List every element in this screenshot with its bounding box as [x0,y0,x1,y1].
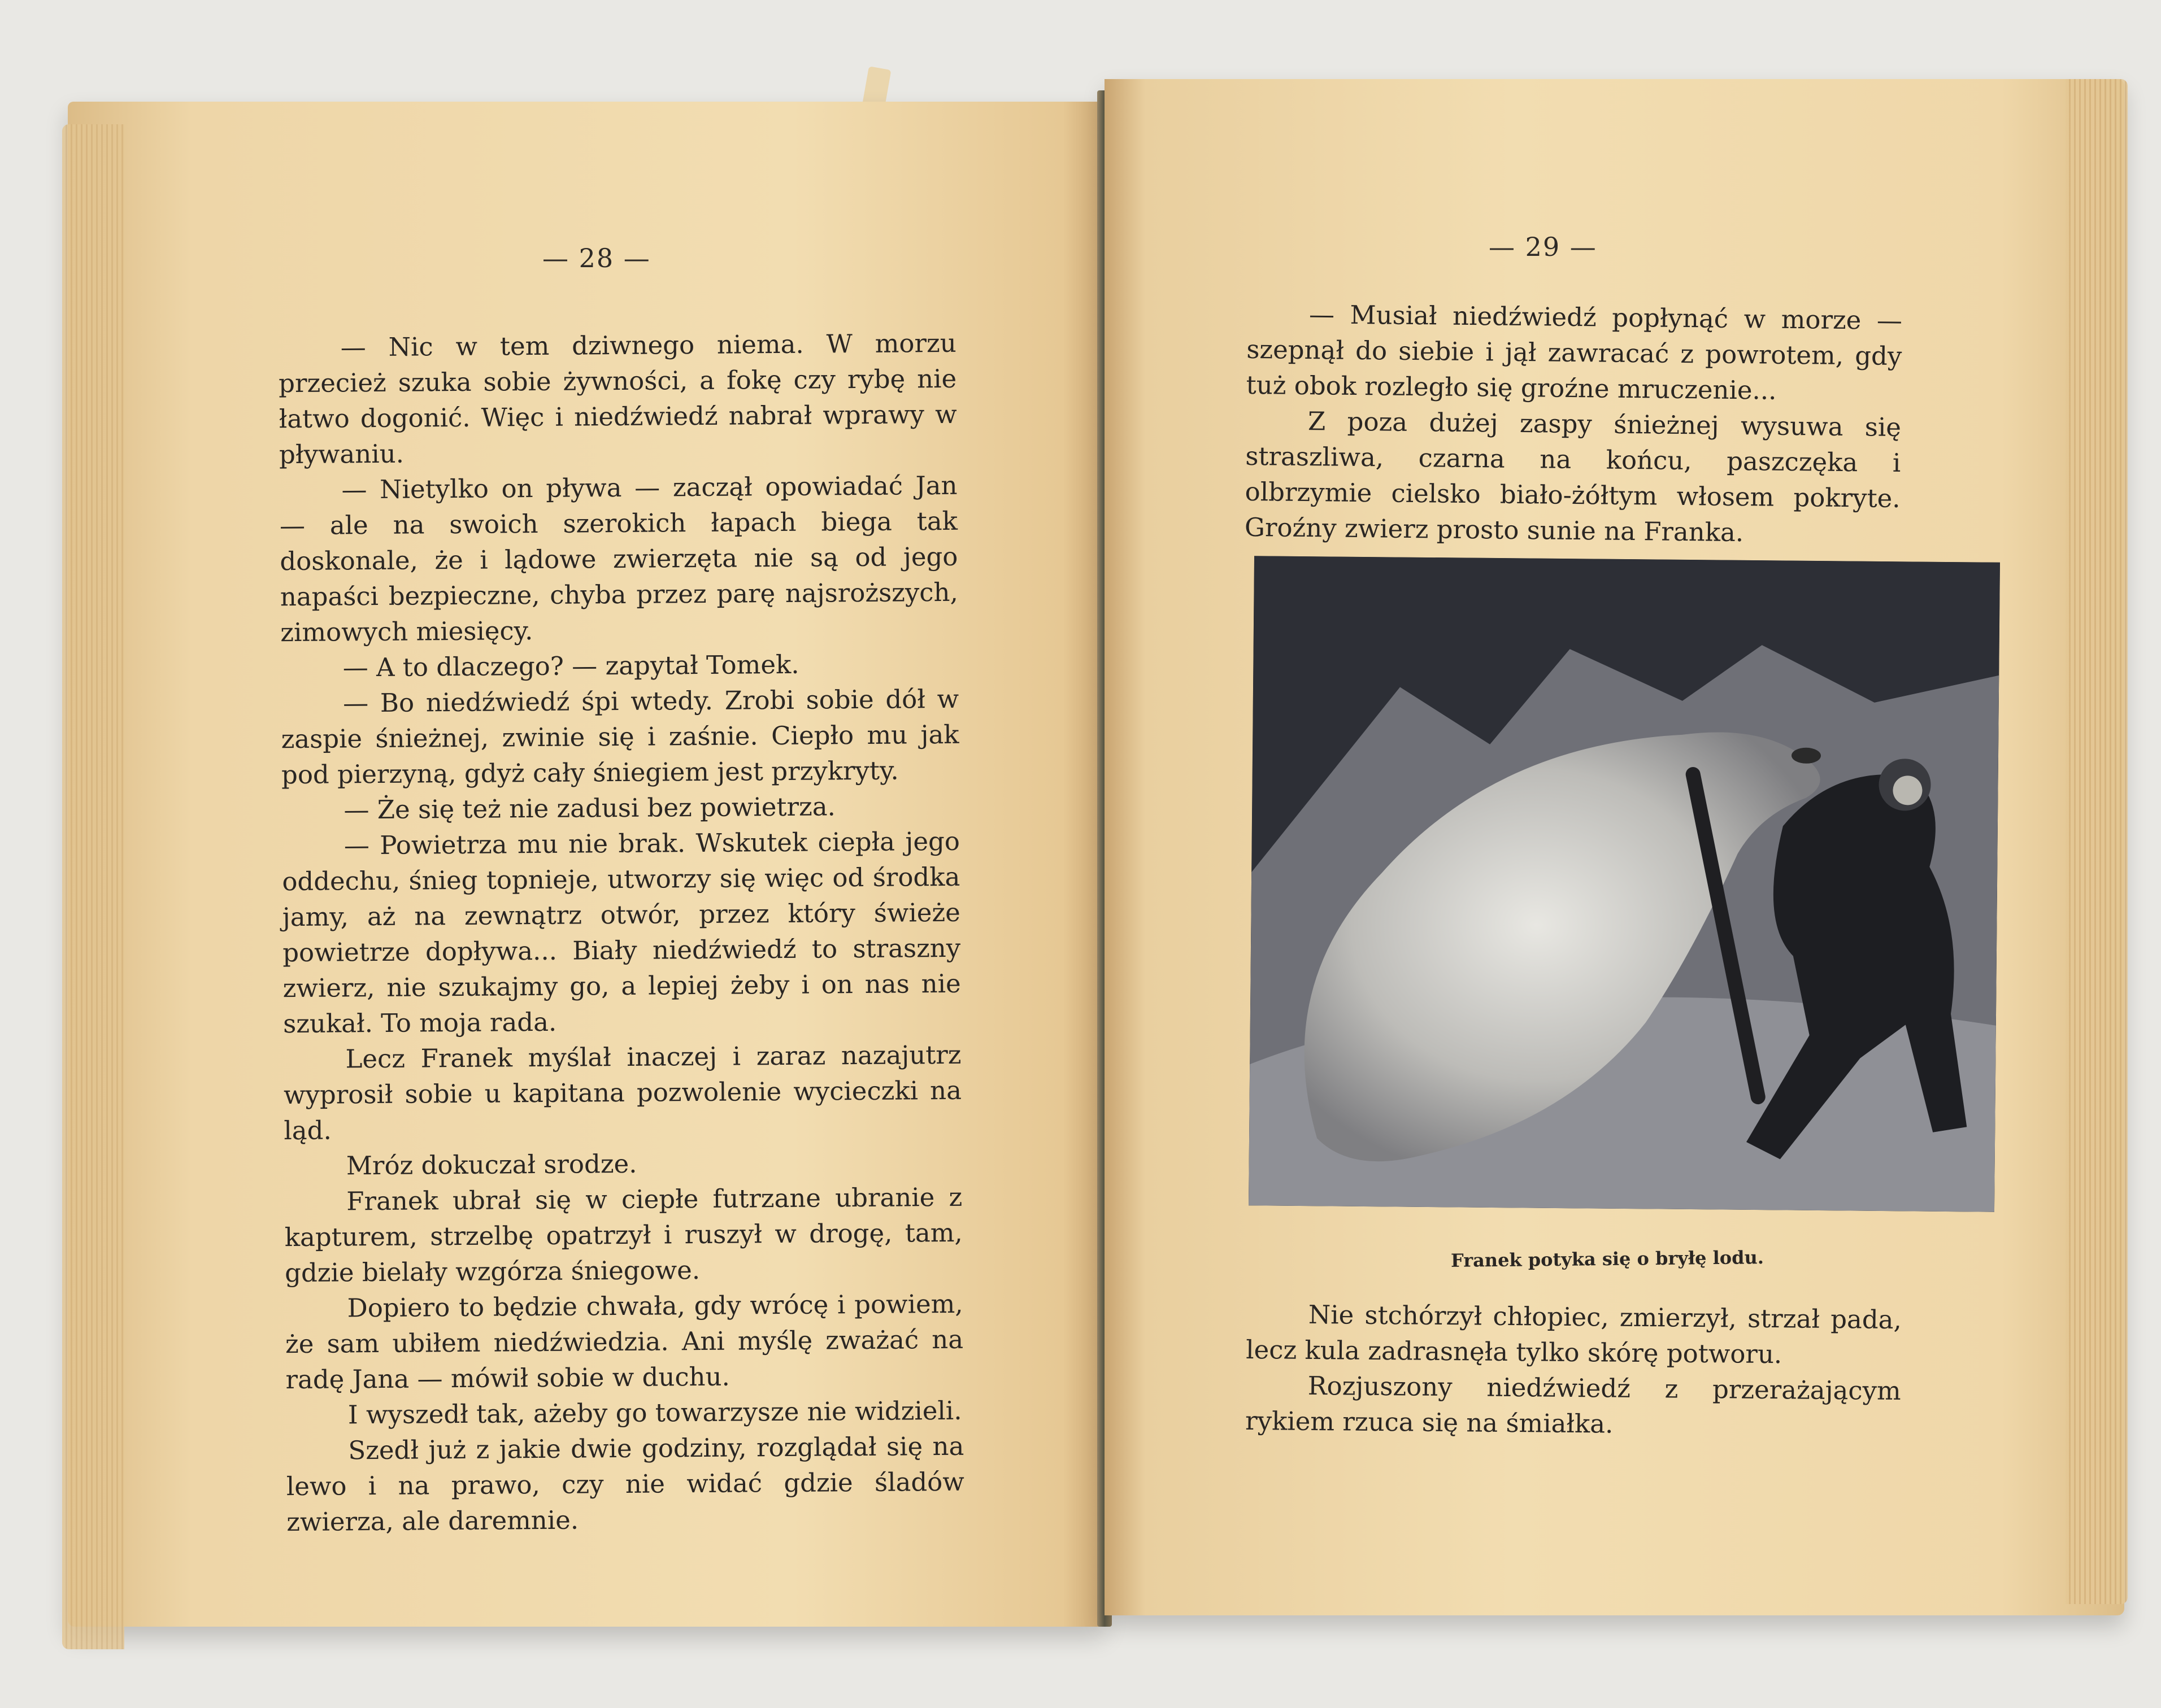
paragraph: — Musiał niedźwiedź popłynąć w morze — szepnął do siebie i jął zawracać z powrotem, gdy tuż obok rozległo się groźne mruczenie... [1246,299,1903,406]
paragraph: — Nic w tem dziwnego niema. W morzu przecież szuka sobie żywności, a fokę czy rybę nie łatwo dogonić. Więc i niedźwiedź nabrał wprawy w pływaniu. [279,328,957,470]
right-page-text-bottom [1245,1296,1902,1444]
open-book [68,68,2124,1649]
right-page-text-top [1245,296,1903,552]
page-number-right: — 29 — [1489,232,1597,262]
illustration-drawing [1249,556,2000,1212]
paragraph: Mróz dokuczał srodze. [346,1148,637,1181]
page-edges-right [2066,79,2128,1604]
paragraph: I wyszedł tak, ażeby go towarzysze nie widzieli. [347,1395,962,1430]
polar-bear-illustration [1249,556,2000,1212]
paragraph: Rozjuszony niedźwiedź z przerażającym rykiem rzuca się na śmiałka. [1245,1370,1901,1439]
illustration-caption: Franek potyka się o bryłę lodu. [1450,1247,1764,1271]
paragraph: Nie stchórzył chłopiec, zmierzył, strzał pada, lecz kula zadrasnęła tylko skórę potworu. [1246,1299,1902,1370]
page-edges-left [62,124,124,1649]
right-page [1105,79,2124,1615]
paragraph: Dopiero to będzie chwała, gdy wrócę i powiem, że sam ubiłem niedźwiedzia. Ani myślę zważać na radę Jana — mówił sobie w duchu. [285,1288,964,1395]
paragraph: Franek ubrał się w ciepłe futrzane ubranie z kapturem, strzelbę opatrzył i ruszył w drogę, tam, gdzie bielały wzgórza śniegowe. [284,1182,963,1288]
paragraph: — Że się też nie zadusi bez powietrza. [344,791,836,825]
paragraph: Z poza dużej zaspy śnieżnej wysuwa się straszliwa, czarna na końcu, paszczęka i olbrzymie cielsko biało-żółtym włosem pokryte. Groźny zwierz prosto sunie na Franka. [1244,406,1902,548]
left-page [68,102,1105,1627]
paragraph: — Nietylko on pływa — zaczął opowiadać Jan — ale na swoich szerokich łapach biega tak doskonale, że i lądowe zwierzęta nie są od jego napaści bezpieczne, chyba przez parę najsroższych, zimowych miesięcy. [279,470,958,648]
page-number-left: — 28 — [542,243,651,273]
paragraph: — Bo niedźwiedź śpi wtedy. Zrobi sobie dół w zaspie śnieżnej, zwinie się i zaśnie. Ciepło mu jak pod pierzyną, gdyż cały śniegiem jest przykryty. [281,683,959,790]
paragraph: Szedł już z jakie dwie godziny, rozglądał się na lewo i na prawo, czy nie widać gdzie śladów zwierza, ale daremnie. [286,1431,964,1537]
paragraph: Lecz Franek myślał inaczej i zaraz nazajutrz wyprosił sobie u kapitana pozwolenie wycieczki na ląd. [283,1039,962,1146]
hunter-face [1893,775,1922,805]
paragraph: — A to dlaczego? — zapytał Tomek. [342,649,799,683]
left-page-text [279,325,965,1540]
paragraph: — Powietrza mu nie brak. Wskutek ciepła jego oddechu, śnieg topnieje, utworzy się więc od środka jamy, aż na zewnątrz otwór, przez który świeże powietrze dopływa... Biały niedźwiedź to straszny zwierz, nie szukajmy go, a lepiej żeby i on nas nie szukał. To moja rada. [282,826,961,1039]
